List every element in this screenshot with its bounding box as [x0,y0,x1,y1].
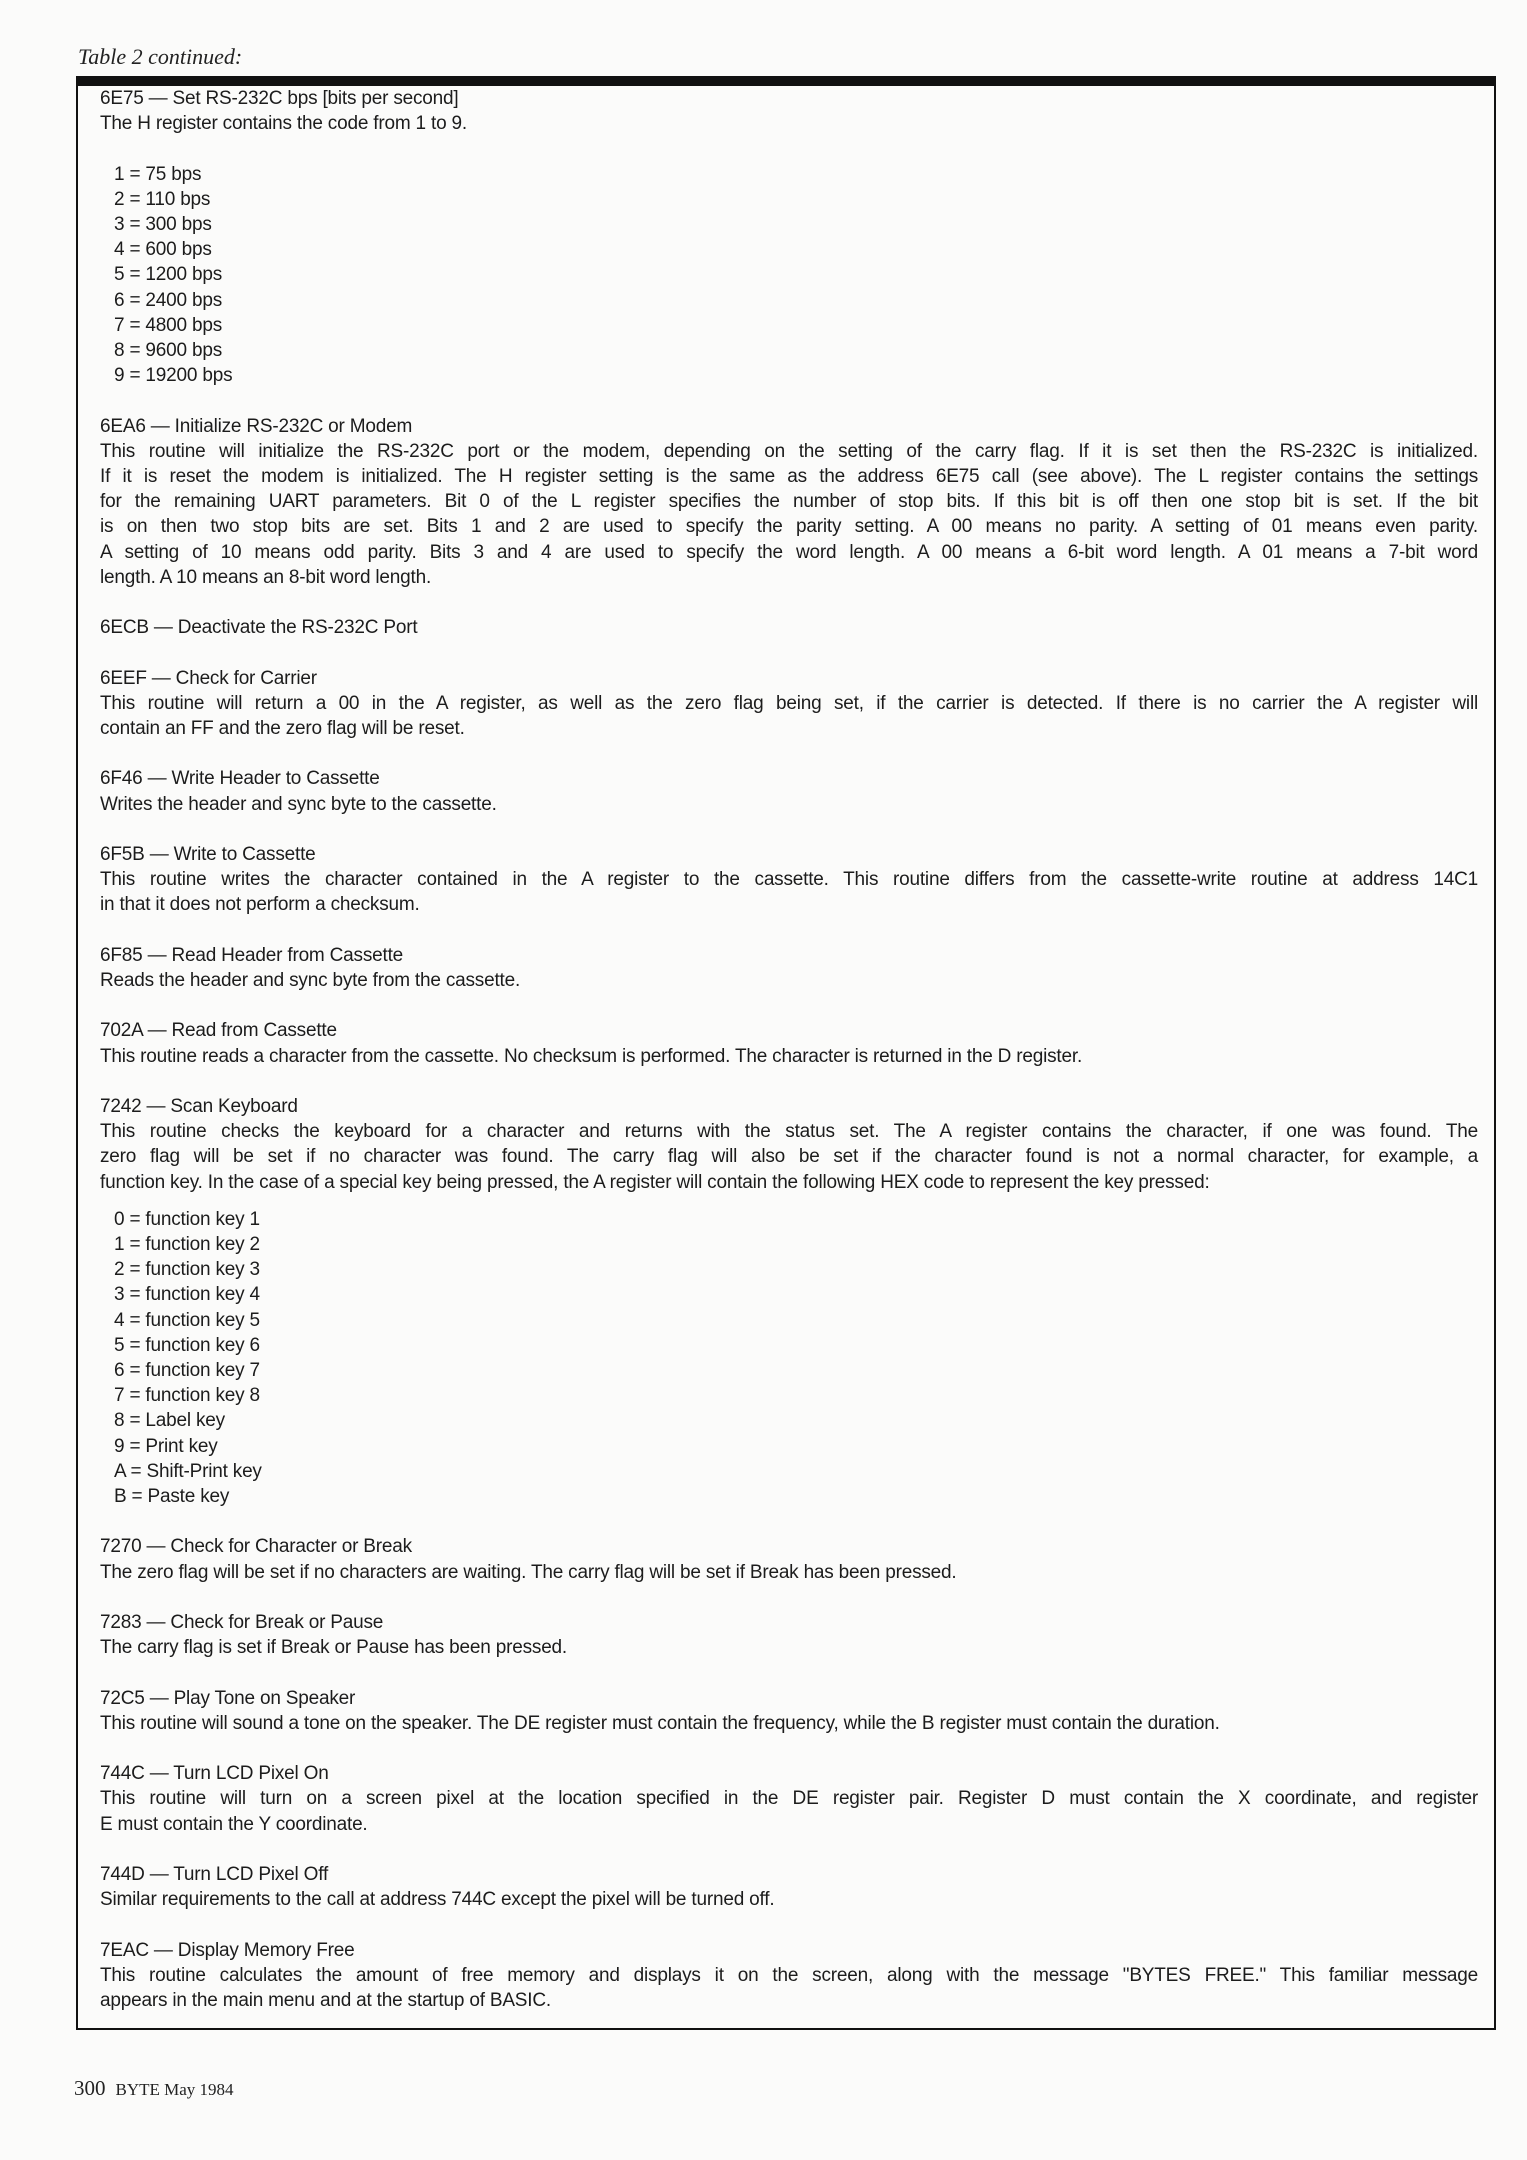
code-list-item: B = Paste key [114,1486,230,1508]
code-list-item: 7 = function key 8 [114,1385,260,1407]
routine-description-line: The H register contains the code from 1 to 9. [100,113,467,135]
table-content [100,86,1478,2038]
routine-description-line: Writes the header and sync byte to the cassette. [100,793,497,815]
code-list-item: 8 = 9600 bps [114,340,223,362]
routine-heading: 7EAC — Display Memory Free [100,1939,355,1961]
routine-entry [100,1862,1478,1912]
code-list-item: 7 = 4800 bps [114,314,223,336]
routine-description-line: This routine will sound a tone on the speaker. The DE register must contain the frequency, while the B register must contain the duration. [100,1712,1220,1734]
routine-heading: 6F5B — Write to Cassette [100,844,316,865]
page-number: 300 [74,2076,106,2100]
routine-entry [100,766,1478,816]
code-list-item: 1 = 75 bps [114,163,202,185]
routine-description-line: This routine will turn on a screen pixel at the location specified in the DE register pair. Register D must contain the X coordinate, and register [100,1788,1478,1810]
routine-description-line: appears in the main menu and at the startup of BASIC. [100,1990,551,2011]
routine-heading: 72C5 — Play Tone on Speaker [100,1687,356,1709]
routine-description-line: length. A 10 means an 8-bit word length. [100,566,432,588]
routine-heading: 744D — Turn LCD Pixel Off [100,1864,329,1885]
routine-description-line: This routine reads a character from the cassette. No checksum is performed. The character is returned in the D register. [100,1045,1083,1067]
routine-entry [100,1686,1478,1736]
routine-description-line: is on then two stop bits are set. Bits 1 and 2 are used to specify the parity setting. A 00 means no parity. A setting of 01 means even parity. [100,516,1478,538]
code-list-item: 5 = 1200 bps [114,264,223,286]
code-list-item: 9 = Print key [114,1435,218,1457]
routine-heading: 7242 — Scan Keyboard [100,1095,298,1117]
table-top-rule [76,76,1496,86]
routine-description-line: contain an FF and the zero flag will be reset. [100,718,465,740]
table-caption: Table 2 continued: [78,44,243,69]
routine-description-line: This routine writes the character contained in the A register to the cassette. This routine differs from the cassette-write routine at address 14C1 [100,869,1478,891]
code-list-item: 2 = 110 bps [114,188,211,210]
routine-heading: 6E75 — Set RS-232C bps [bits per second] [100,88,459,109]
code-list-item: 4 = 600 bps [114,239,212,261]
routine-heading: 6EA6 — Initialize RS-232C or Modem [100,415,413,437]
code-list-item: 0 = function key 1 [114,1208,260,1230]
routine-heading: 6ECB — Deactivate the RS-232C Port [100,617,418,639]
routine-entry [100,943,1478,993]
code-list-item: 2 = function key 3 [114,1259,260,1281]
routine-description-line: This routine will initialize the RS-232C port or the modem, depending on the setting of the carry flag. If it is set then the RS-232C is initialized. [100,440,1478,462]
routine-description-line: E must contain the Y coordinate. [100,1813,368,1835]
code-list-item: 3 = function key 4 [114,1284,260,1306]
routine-description-line: zero flag will be set if no character was found. The carry flag will also be set if the character found is not a normal character, for example, a [100,1146,1478,1168]
code-list-item: 6 = 2400 bps [114,289,223,311]
routine-description-line: The zero flag will be set if no characters are waiting. The carry flag will be set if Break has been pressed. [100,1561,957,1583]
routine-description-line: for the remaining UART parameters. Bit 0 of the L register specifies the number of stop bits. If this bit is off then one stop bit is set. If the bit [100,491,1478,513]
code-list [100,162,1478,389]
code-list-item: A = Shift-Print key [114,1460,262,1482]
code-list [100,1207,1478,1509]
routine-entry [100,86,1478,388]
routine-entry [100,615,1478,640]
routine-description-line: function key. In the case of a special key being pressed, the A register will contain the following HEX code to represent the key pressed: [100,1171,1210,1193]
routine-heading: 6F46 — Write Header to Cassette [100,768,380,790]
routine-heading: 6F85 — Read Header from Cassette [100,944,404,966]
routine-description-line: Reads the header and sync byte from the cassette. [100,970,521,991]
code-list-item: 9 = 19200 bps [114,365,233,387]
routine-heading: 7283 — Check for Break or Pause [100,1612,384,1634]
routine-description-line: in that it does not perform a checksum. [100,894,420,916]
routine-entry [100,1938,1478,2014]
code-list-item: 6 = function key 7 [114,1360,260,1382]
routine-entry [100,1761,1478,1837]
routine-entry [100,1018,1478,1068]
routine-heading: 744C — Turn LCD Pixel On [100,1763,329,1785]
code-list-item: 3 = 300 bps [114,214,212,235]
routine-description-line: This routine will return a 00 in the A register, as well as the zero flag being set, if the carrier is detected. If there is no carrier the A register will [100,692,1478,714]
publication-info: BYTE May 1984 [115,2080,234,2099]
table-box [76,76,1496,2030]
code-list-item: 4 = function key 5 [114,1309,260,1331]
routine-description-line: Similar requirements to the call at address 744C except the pixel will be turned off. [100,1889,775,1911]
routine-description-line: If it is reset the modem is initialized. The H register setting is the same as the address 6E75 call (see above). The L register contains the settings [100,466,1478,488]
routine-heading: 702A — Read from Cassette [100,1020,337,1042]
routine-entry [100,414,1478,590]
routine-description-line: This routine checks the keyboard for a character and returns with the status set. The A register contains the character, if one was found. The [100,1121,1478,1143]
routine-description-line: A setting of 10 means odd parity. Bits 3 and 4 are used to specify the word length. A 00 means a 6-bit word length. A 01 means a 7-bit word [100,541,1478,563]
routine-entry [100,1534,1478,1584]
code-list-item: 1 = function key 2 [114,1234,260,1255]
routine-heading: 7270 — Check for Character or Break [100,1536,412,1558]
code-list-item: 8 = Label key [114,1410,225,1432]
routine-entry [100,666,1478,742]
routine-description-line: The carry flag is set if Break or Pause has been pressed. [100,1637,568,1659]
routine-heading: 6EEF — Check for Carrier [100,667,317,689]
routine-entry [100,1610,1478,1660]
routine-entry [100,1094,1478,1509]
code-list-item: 5 = function key 6 [114,1334,260,1356]
routine-entry [100,842,1478,918]
routine-description-line: This routine calculates the amount of free memory and displays it on the screen, along with the message "BYTES FREE." This familiar message [100,1964,1478,1986]
page-footer [74,2076,234,2101]
